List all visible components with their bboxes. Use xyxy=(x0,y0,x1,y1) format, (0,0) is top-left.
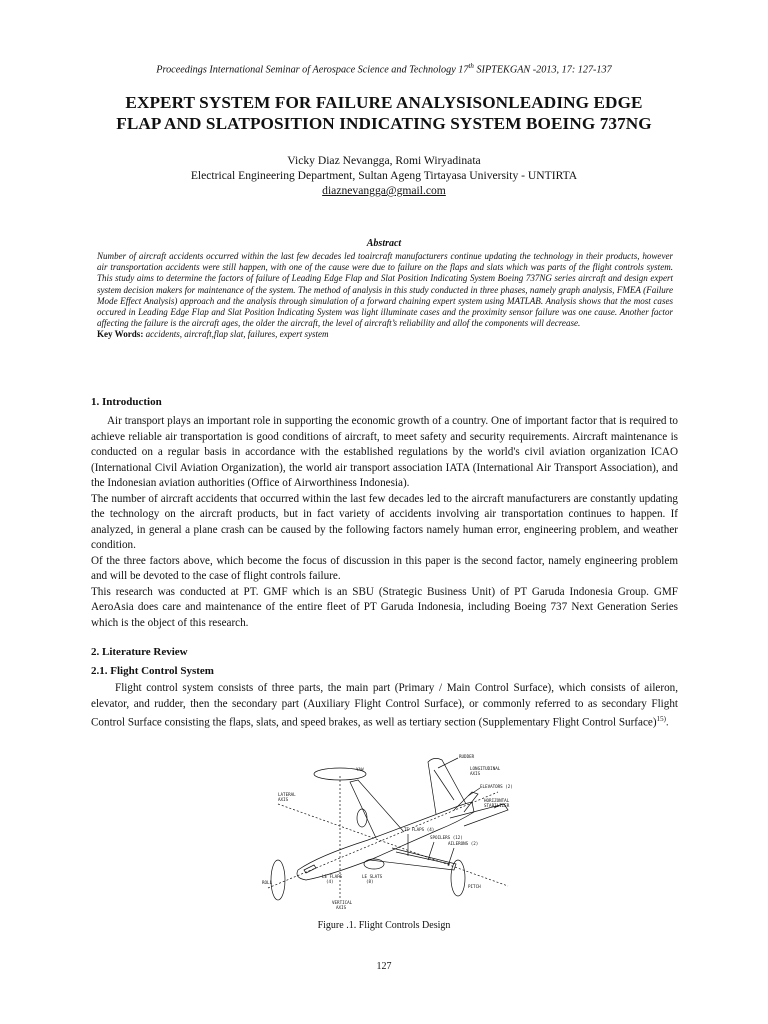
label-rudder: RUDDER xyxy=(459,754,475,759)
header-text-end: SIPTEKGAN -2013, 17: 127-137 xyxy=(473,64,612,76)
label-longitudinal: LONGITUDINAL xyxy=(470,766,501,771)
engine-left xyxy=(357,809,367,827)
label-stabilizer: STABILIZER xyxy=(484,803,510,808)
running-header xyxy=(0,62,768,75)
author-names: Vicky Diaz Nevangga, Romi Wiryadinata xyxy=(287,154,481,167)
label-yaw: YAW xyxy=(356,767,364,772)
fcs-reference: 15) xyxy=(656,715,666,723)
intro-paragraph-1: Air transport plays an important role in supporting the economic growth of a country. One of important factor that is required to achieve reliable air transportation is good conditions of aircraft, to meet safety and security requirements. Aircraft maintenance is conducted on a regular basis in accordance with the established regulations by the world's civil aviation organization ICAO (International Civil Aviation Organization), the world air transport association IATA (International Air Transport Association), and the Indonesian aviation authorities (Office of Airworthiness Indonesia). xyxy=(91,415,678,489)
label-horizontal: HORIZONTAL xyxy=(484,798,510,803)
label-pitch: PITCH xyxy=(468,884,481,889)
label-longitudinal-axis: AXIS xyxy=(470,771,481,776)
header-superscript: th xyxy=(468,62,474,70)
leader-spoilers xyxy=(428,842,434,860)
label-le-slats-count: (8) xyxy=(366,879,374,884)
fcs-text-end: . xyxy=(665,716,669,729)
title-line-2: FLAP AND SLATPOSITION INDICATING SYSTEM BOEING 737NG xyxy=(116,114,652,133)
label-le-flaps: LE FLAPS xyxy=(322,874,343,879)
longitudinal-axis xyxy=(268,792,498,888)
abstract-heading: Abstract xyxy=(366,238,402,249)
label-roll: ROLL xyxy=(262,880,273,885)
label-spoilers: SPOILERS (12) xyxy=(430,835,463,840)
title-line-1: EXPERT SYSTEM FOR FAILURE ANALYSISONLEADING EDGE xyxy=(125,93,643,112)
keywords-text: accidents, aircraft,flap slat, failures, expert system xyxy=(143,329,329,340)
fcs-paragraph xyxy=(91,681,678,731)
introduction-body xyxy=(91,414,678,631)
subsection-heading-flight-control: 2.1. Flight Control System xyxy=(91,665,214,677)
page-number: 127 xyxy=(376,961,392,972)
flight-control-body xyxy=(91,681,678,731)
label-elevators: ELEVATORS (2) xyxy=(480,784,513,789)
fcs-text: Flight control system consists of three parts, the main part (Primary / Main Control Surface), which consists of aileron, elevator, and rudder, then the secondary part (Auxiliary Flight Control Surface), or commonly referred to as secondary Flight Control Surface consisting the flaps, slats, and speed brakes, as well as tertiary section (Supplementary Flight Control Surface) xyxy=(91,682,678,729)
label-vertical: VERTICAL xyxy=(332,900,353,905)
roll-arrow xyxy=(271,860,285,900)
label-lateral: LATERAL xyxy=(278,792,296,797)
header-text: Proceedings International Seminar of Aerospace Science and Technology 17 xyxy=(156,64,469,76)
label-le-slats: LE SLATS xyxy=(362,874,383,879)
label-le-flaps-count: (4) xyxy=(326,879,334,884)
paper-title xyxy=(60,92,708,134)
intro-paragraph-2: The number of aircraft accidents that occurred within the last few decades led to the aircraft manufacturers are constantly updating the technology on the aircraft products, but in fact variety of accidents involving air transportation continues to happen. If analyzed, in general a plane crash can be caused by the following factors namely human error, engineering problem, and weather condition. xyxy=(91,492,678,551)
intro-paragraph-4: This research was conducted at PT. GMF which is an SBU (Strategic Business Unit) of PT Garuda Indonesia Group. GMF AeroAsia does care and maintenance of the entire fleet of PT Garuda Indonesia, including Boeing 737 Next Generation Series which is the object of this research. xyxy=(91,585,678,629)
label-ailerons: AILERONS (2) xyxy=(448,841,479,846)
pitch-arrow xyxy=(451,860,465,896)
label-te-flaps: TE FLAPS (4) xyxy=(404,827,435,832)
abstract-text: Number of aircraft accidents occurred within the last few decades led toaircraft manufacturers continue updating the technology in their products, however air transportation accidents were still happen, with one of the cause were due to failure on the flaps and slats which was parts of the flight controls system. This study aims to determine the factors of failure of Leading Edge Flap and Slat Position Indicating System Boeing 737NG series aircraft and design expert system decision makers for maintenance of the system. The method of analysis in this study conducted in three phases, namely graph analysis, FMEA (Failure Mode Effect Analysis) approach and the analysis through simulation of a forward chaining expert system using MATLAB. Analysis shows that the most cases occured in Leading Edge Flap and Slat Position Indicating System was light illuminate cases and the proximity sensor failure was one cause. Another factor affecting the failure is the aircraft ages, the older the aircraft, the level of aircraft’s reliability and allof the components will decrease. xyxy=(97,251,673,329)
intro-paragraph-3: Of the three factors above, which become the focus of discussion in this paper is the second factor, namely engineering problem and will be devoted to the case of flight controls failure. xyxy=(91,554,678,582)
flight-controls-figure xyxy=(258,752,530,914)
section-heading-introduction: 1. Introduction xyxy=(91,396,162,408)
author-email[interactable]: diaznevangga@gmail.com xyxy=(322,184,446,197)
keywords-label: Key Words: xyxy=(97,329,144,340)
label-vertical-axis: AXIS xyxy=(336,905,347,910)
label-lateral-axis: AXIS xyxy=(278,797,289,802)
author-block xyxy=(0,153,768,198)
abstract-body xyxy=(97,251,673,341)
leader-elevators xyxy=(468,788,480,796)
rudder-line xyxy=(434,770,454,800)
author-affiliation: Electrical Engineering Department, Sultan Ageng Tirtayasa University - UNTIRTA xyxy=(190,169,578,182)
section-heading-literature: 2. Literature Review xyxy=(91,646,188,658)
figure-caption: Figure .1. Flight Controls Design xyxy=(317,920,451,931)
keywords-line xyxy=(97,329,673,340)
